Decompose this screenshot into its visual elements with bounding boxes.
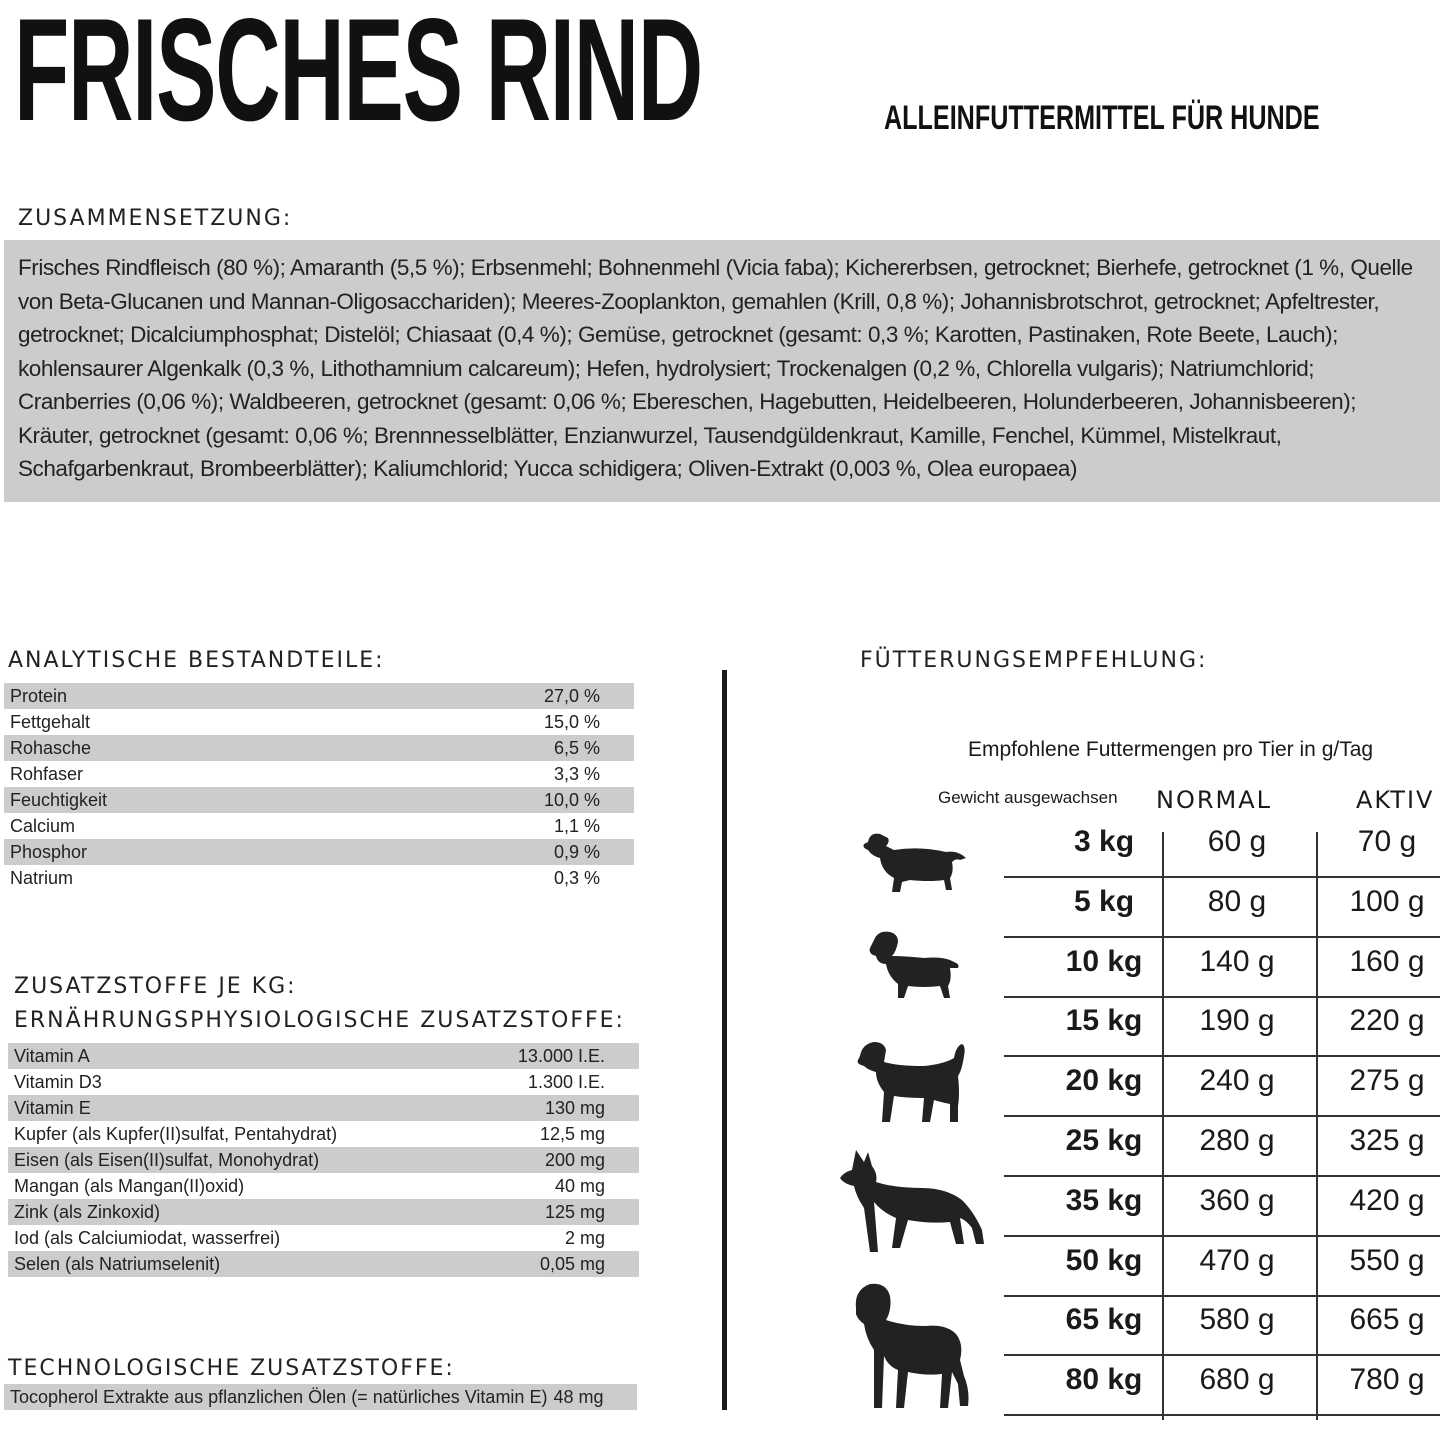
active-amount-cell: 780 g — [1349, 1363, 1425, 1397]
row-value: 1,1 % — [553, 815, 600, 836]
weight-cell: 15 kg — [1065, 1004, 1143, 1038]
table-row — [8, 1043, 639, 1069]
shepherd-icon — [838, 1148, 986, 1258]
composition-heading: ZUSAMMENSETZUNG: — [18, 206, 293, 231]
feeding-row — [1004, 1237, 1440, 1297]
weight-cell: 50 kg — [1065, 1243, 1143, 1277]
table-row — [8, 1173, 639, 1199]
nutritional-additives-heading: ERNÄHRUNGSPHYSIOLOGISCHE ZUSATZSTOFFE: — [14, 1008, 625, 1033]
normal-amount-cell: 140 g — [1199, 944, 1275, 978]
additives-table — [8, 1043, 639, 1277]
composition-text: Frisches Rindfleisch (80 %); Amaranth (5,5 %); Erbsenmehl; Bohnenmehl (Vicia faba); Kichererbsen, getrocknet; Bierhefe, getrocknet (1 %, Quelle von Beta-Glucanen und Mannan-Oligosacchariden); Meeres-Zooplankton, gemahlen (Krill, 0,8 %); Johannisbrotschrot, getrocknet; Apfeltrester, getrocknet; Dicalciumphosphat; Distelöl; Chiasaat (0,4 %); Gemüse, getrocknet (gesamt: 0,3 %; Karotten, Pastinaken, Rote Beete, Lauch); kohlensaurer Algenkalk (0,3 %, Lithothamnium calcareum); Hefen, hydrolysiert; Trockenalgen (0,2 %, Chlorella vulgaris); Natriumchlorid; Cranberries (0,06 %); Waldbeeren, getrocknet (gesamt: 0,06 %; Ebereschen, Hagebutten, Heidelbeeren, Holunderbeeren, Johannisbeeren); Kräuter, getrocknet (gesamt: 0,06 %; Brennnesselblätter, Enzianwurzel, Tausendgüldenkraut, Kamille, Fenchel, Kümmel, Mistelkraut, Schafgarbenkraut, Brombeerblätter); Kaliumchlorid; Yucca schidigera; Oliven-Extrakt (0,003 %, Olea europaea) — [18, 255, 1413, 481]
row-value: 12,5 mg — [539, 1123, 605, 1144]
normal-amount-cell: 80 g — [1207, 884, 1267, 918]
normal-amount-cell: 680 g — [1199, 1363, 1275, 1397]
weight-cell: 10 kg — [1065, 944, 1143, 978]
row-value: 13.000 I.E. — [517, 1045, 605, 1066]
row-name: Vitamin E — [14, 1097, 91, 1118]
row-value: 1.300 I.E. — [527, 1071, 605, 1092]
row-name: Eisen (als Eisen(II)sulfat, Monohydrat) — [14, 1149, 320, 1170]
weight-cell: 35 kg — [1065, 1183, 1143, 1217]
feeding-row — [1004, 1057, 1440, 1117]
active-amount-cell: 665 g — [1349, 1303, 1425, 1337]
feeding-row — [1004, 938, 1440, 998]
weight-cell: 3 kg — [1073, 825, 1135, 858]
row-value: 10,0 % — [543, 789, 600, 810]
row-value: 200 mg — [544, 1149, 605, 1170]
active-amount-cell: 100 g — [1349, 884, 1425, 918]
active-amount-cell: 420 g — [1349, 1183, 1425, 1217]
feeding-row — [1004, 1356, 1440, 1416]
row-name: Selen (als Natriumselenit) — [14, 1253, 221, 1274]
row-value: 40 mg — [554, 1175, 605, 1196]
technological-heading: TECHNOLOGISCHE ZUSATZSTOFFE: — [8, 1356, 455, 1381]
normal-amount-cell: 360 g — [1199, 1183, 1275, 1217]
feeding-column-separator — [1162, 832, 1164, 1420]
feeding-row — [1004, 1117, 1440, 1177]
row-value: 48 mg — [553, 1386, 604, 1407]
product-title: FRISCHES RIND — [14, 0, 702, 151]
table-row — [4, 709, 634, 735]
normal-amount-cell: 240 g — [1199, 1064, 1275, 1098]
row-name: Rohasche — [10, 737, 92, 758]
row-name: Mangan (als Mangan(II)oxid) — [14, 1175, 245, 1196]
normal-amount-cell: 60 g — [1207, 825, 1267, 858]
feeding-row — [1004, 997, 1440, 1057]
row-value: 6,5 % — [553, 737, 600, 758]
row-name: Protein — [10, 685, 68, 706]
table-row — [4, 735, 634, 761]
active-amount-cell: 220 g — [1349, 1004, 1425, 1038]
row-name: Vitamin A — [14, 1045, 90, 1066]
table-row — [8, 1121, 639, 1147]
feeding-heading: FÜTTERUNGSEMPFEHLUNG: — [860, 648, 1208, 673]
normal-column-header: NORMAL — [1156, 786, 1273, 814]
active-amount-cell: 275 g — [1349, 1064, 1425, 1098]
feeding-row — [1004, 818, 1440, 878]
retriever-icon — [854, 1036, 970, 1126]
row-name: Phosphor — [10, 841, 88, 862]
active-amount-cell: 160 g — [1349, 944, 1425, 978]
table-row — [8, 1251, 639, 1277]
weight-cell: 80 kg — [1065, 1363, 1143, 1397]
table-row — [4, 839, 634, 865]
row-value: 0,05 mg — [539, 1253, 605, 1274]
table-row — [4, 787, 634, 813]
active-amount-cell: 70 g — [1357, 825, 1417, 858]
feeding-caption: Empfohlene Futtermengen pro Tier in g/Tag — [968, 738, 1374, 761]
technological-table — [4, 1384, 637, 1410]
row-name: Feuchtigkeit — [10, 789, 108, 810]
table-row — [4, 813, 634, 839]
feeding-row — [1004, 1296, 1440, 1356]
row-value: 3,3 % — [553, 763, 600, 784]
weight-cell: 5 kg — [1073, 884, 1135, 918]
table-row — [4, 1384, 637, 1410]
weight-cell: 65 kg — [1065, 1303, 1143, 1337]
normal-amount-cell: 190 g — [1199, 1004, 1275, 1038]
dachshund-icon — [860, 828, 970, 898]
row-name: Iod (als Calciumiodat, wasserfrei) — [14, 1227, 281, 1248]
weight-column-header: Gewicht ausgewachsen — [938, 788, 1118, 807]
active-amount-cell: 550 g — [1349, 1243, 1425, 1277]
product-subtitle: ALLEINFUTTERMITTEL FÜR HUNDE — [884, 99, 1320, 137]
wolfhound-icon — [848, 1280, 976, 1412]
column-divider — [722, 670, 727, 1410]
row-value: 2 mg — [564, 1227, 605, 1248]
row-name: Fettgehalt — [10, 711, 91, 732]
row-value: 15,0 % — [543, 711, 600, 732]
feeding-row — [1004, 878, 1440, 938]
row-value: 130 mg — [544, 1097, 605, 1118]
normal-amount-cell: 470 g — [1199, 1243, 1275, 1277]
spaniel-icon — [864, 928, 962, 1000]
row-name: Natrium — [10, 867, 74, 888]
row-name: Tocopherol Extrakte aus pflanzlichen Ölen (= natürliches Vitamin E) — [10, 1386, 548, 1407]
row-value: 27,0 % — [543, 685, 600, 706]
table-row — [8, 1225, 639, 1251]
row-value: 0,9 % — [553, 841, 600, 862]
table-row — [4, 865, 634, 891]
weight-cell: 25 kg — [1065, 1124, 1143, 1157]
weight-cell: 20 kg — [1065, 1064, 1143, 1098]
normal-amount-cell: 280 g — [1199, 1124, 1275, 1157]
table-row — [8, 1199, 639, 1225]
active-amount-cell: 325 g — [1349, 1124, 1425, 1157]
normal-amount-cell: 580 g — [1199, 1303, 1275, 1337]
row-name: Rohfaser — [10, 763, 84, 784]
row-name: Vitamin D3 — [14, 1071, 102, 1092]
active-column-header: AKTIV — [1356, 786, 1435, 814]
table-row — [4, 761, 634, 787]
analytic-table — [4, 683, 634, 891]
feeding-row — [1004, 1177, 1440, 1237]
table-row — [8, 1095, 639, 1121]
row-name: Calcium — [10, 815, 76, 836]
table-row — [4, 683, 634, 709]
feeding-column-separator — [1316, 832, 1318, 1420]
row-name: Kupfer (als Kupfer(II)sulfat, Pentahydrat) — [14, 1123, 338, 1144]
row-name: Zink (als Zinkoxid) — [14, 1201, 161, 1222]
table-row — [8, 1147, 639, 1173]
additives-heading: ZUSATZSTOFFE JE KG: — [14, 974, 297, 999]
row-value: 0,3 % — [553, 867, 600, 888]
row-divider — [1004, 1414, 1440, 1416]
table-row — [8, 1069, 639, 1095]
row-value: 125 mg — [544, 1201, 605, 1222]
analytic-heading: ANALYTISCHE BESTANDTEILE: — [8, 648, 385, 673]
